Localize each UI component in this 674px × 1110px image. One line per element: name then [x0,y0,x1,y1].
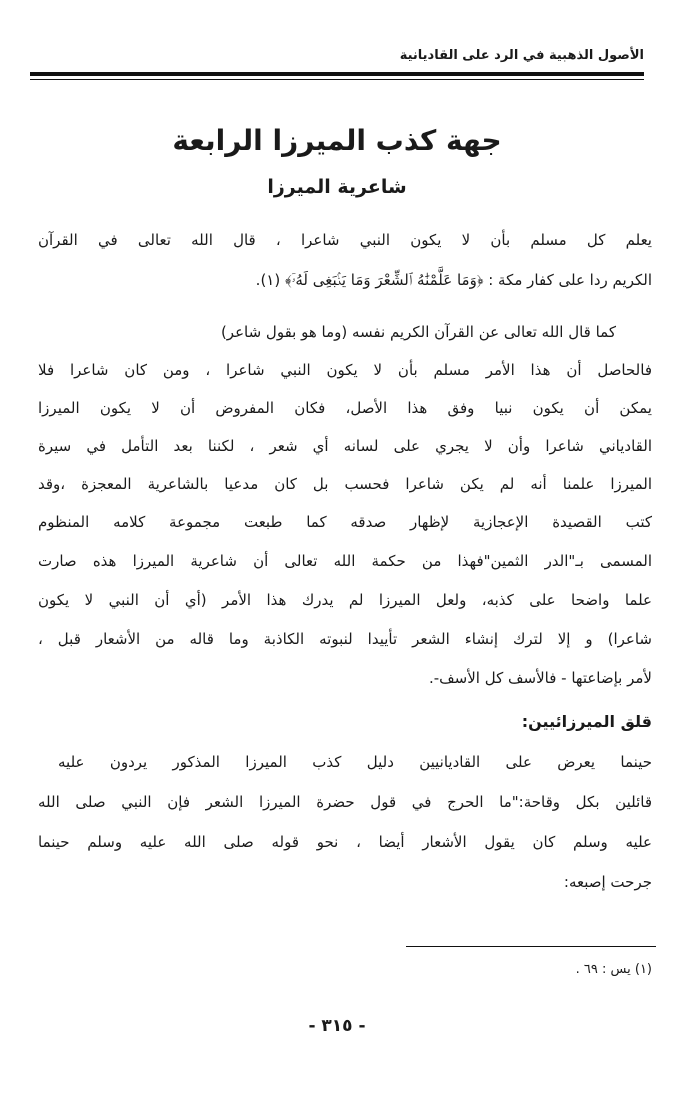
footnote: (١) يس : ٦٩ . [575,962,652,977]
paragraph-3-line: حينما يعرض على القاديانيين دليل كذب الميرزا المذكور يردون عليه [58,753,652,771]
paragraph-2-line: شاعرا) و إلا لترك إنشاء الشعر تأييدا لنبوته الكاذبة وما قاله من الأشعار قبل ، [38,630,652,648]
section-heading: قلق الميرزائيين: [521,712,652,731]
paragraph-1-line: الكريم ردا على كفار مكة : ﴿وَمَا عَلَّمْنَٰهُ ٱلشِّعْرَ وَمَا يَنۢبَغِى لَهُۥٓ﴾ (١). [255,271,652,289]
page-number: - ٣١٥ - [308,1016,366,1036]
header-rule-thin [30,79,644,80]
paragraph-2-line: الميرزا علمنا أنه لم يكن شاعرا فحسب بل كان مدعيا بالشاعرية المعجزة ،وقد [38,475,652,493]
paragraph-1-line: يعلم كل مسلم بأن لا يكون النبي شاعرا ، قال الله تعالى في القرآن [38,231,652,249]
paragraph-2-line: القادياني شاعرا وأن لا يجري على لسانه أي شعر ، لكننا بعد التأمل في سيرة [38,437,652,455]
paragraph-3-line: قائلين بكل وقاحة:"ما الحرج في قول حضرة الميرزا الشعر فإن النبي صلى الله [38,793,652,811]
paragraph-2-line: علما واضحا على كذبه، ولعل الميرزا لم يدرك هذا الأمر (أي أن النبي لا يكون [38,591,652,609]
footnote-rule [406,946,656,947]
paragraph-3-line: عليه وسلم كان يقول الأشعار أيضا ، نحو قوله صلى الله عليه وسلم حينما [38,833,652,851]
paragraph-2-line: فالحاصل أن هذا الأمر مسلم بأن لا يكون النبي شاعرا ، ومن كان شاعرا فلا [38,361,652,379]
paragraph-3-line: جرحت إصبعه: [563,873,652,891]
running-head: الأصول الذهبية في الرد على القاديانية [399,48,644,63]
paragraph-2-line: كتب القصيدة الإعجازية لإظهار صدقه كما طبعت مجموعة كلامه المنظوم [38,513,652,531]
section-subtitle: شاعرية الميرزا [267,176,407,198]
chapter-title: جهة كذب الميرزا الرابعة [172,124,502,157]
paragraph-2-line: كما قال الله تعالى عن القرآن الكريم نفسه (وما هو بقول شاعر) [220,323,616,341]
paragraph-2-line: المسمى بـ"الدر الثمين"فهذا من حكمة الله تعالى أن شاعرية الميرزا هذه صارت [38,552,652,570]
header-rule-thick [30,72,644,76]
paragraph-2-line: يمكن أن يكون نبيا وفق هذا الأصل، فكان المفروض أن لا يكون الميرزا [38,399,652,417]
paragraph-2-line: لأمر بإضاعتها - فالأسف كل الأسف-. [428,669,652,687]
